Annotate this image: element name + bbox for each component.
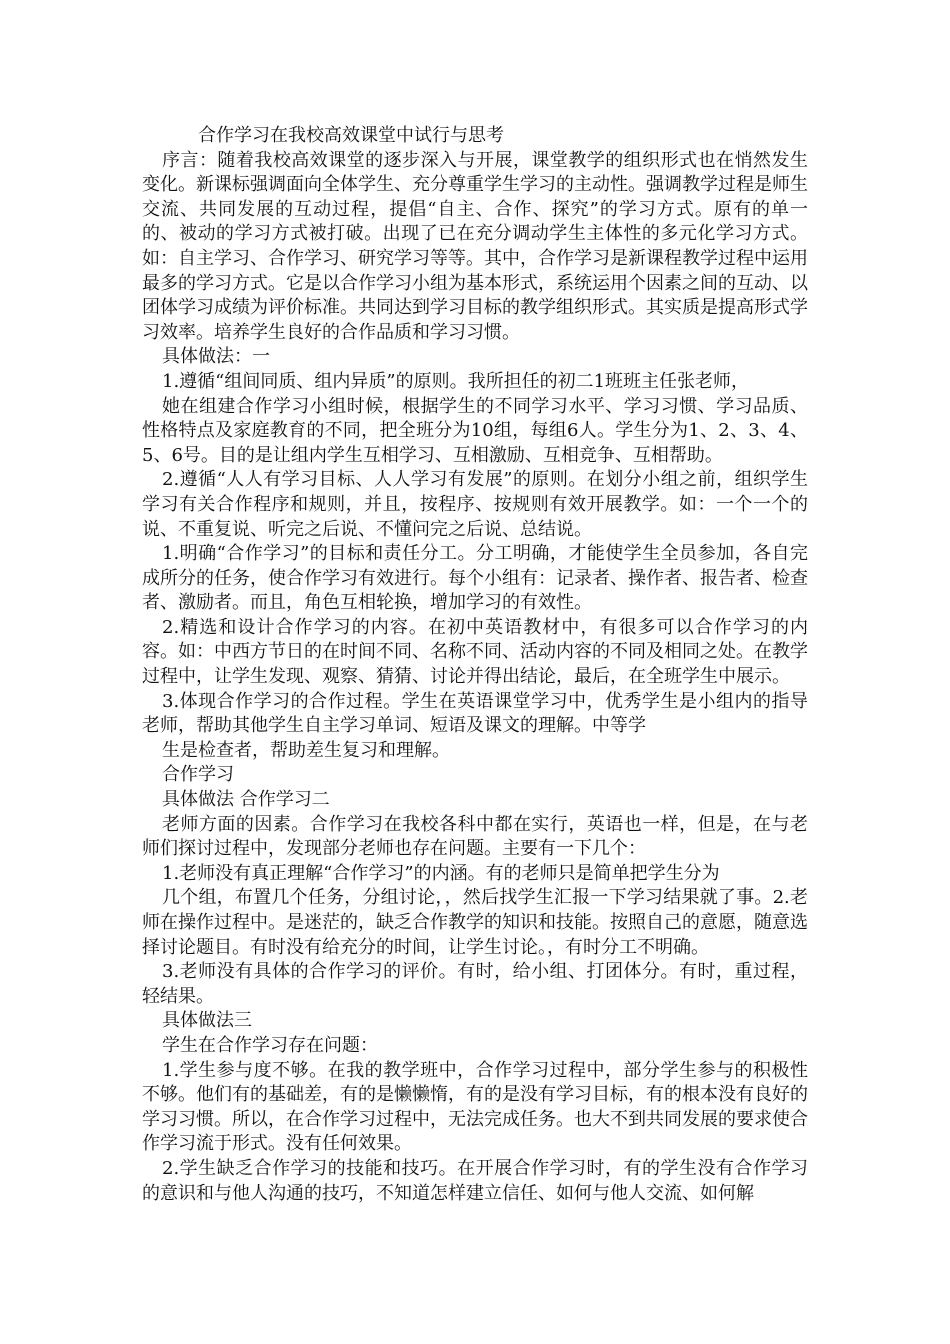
document-body xyxy=(142,124,808,1206)
student-issues-intro: 学生在合作学习存在问题： xyxy=(162,1034,378,1056)
section-label: 合作学习 xyxy=(162,764,234,786)
teacher-issue-item: 3.老师没有具体的合作学习的评价。有时，给小组、打团体分。有时，重过程，轻结果。 xyxy=(142,961,808,1007)
practice-item: 她在组建合作学习小组时候，根据学生的不同学习水平、学习习惯、学习品质、性格特点及家庭教育的不同，把全班分为10组，每组6人。学生分为1、2、3、4、5、6号。目的是让组内学生互相学习、互相激励、互相竞争、互相帮助。 xyxy=(142,395,808,466)
teacher-issue-item: 1.老师没有真正理解“合作学习”的内涵。有的老师只是简单把学生分为 xyxy=(162,862,720,884)
section-heading-one: 具体做法：一 xyxy=(162,346,270,368)
student-issue-item: 1.学生参与度不够。在我的教学班中，合作学习过程中，部分学生参与的积极性不够。他们有的基础差，有的是懒懒惰，有的是没有学习目标，有的根本没有良好的学习习惯。所以，在合作学习过程中，无法完成任务。也大不到共同发展的要求使合作学习流于形式。没有任何效果。 xyxy=(142,1059,808,1155)
student-issue-item: 2.学生缺乏合作学习的技能和技巧。在开展合作学习时，有的学生没有合作学习的意识和与他人沟通的技巧，不知道怎样建立信任、如何与他人交流、如何解 xyxy=(142,1157,808,1204)
section-heading-three: 具体做法三 xyxy=(162,1010,252,1032)
document-title: 合作学习在我校高效课堂中试行与思考 xyxy=(198,125,504,146)
practice-item: 1.明确“合作学习”的目标和责任分工。分工明确，才能使学生全员参加，各自完成所分的任务，使合作学习有效进行。每个小组有：记录者、操作者、报告者、检查者、激励者。而且，角色互相轮换，增加学习的有效性。 xyxy=(142,543,808,614)
preface-paragraph: 序言：随着我校高效课堂的逐步深入与开展，课堂教学的组织形式也在悄然发生变化。新课标强调面向全体学生、充分尊重学生学习的主动性。强调教学过程是师生交流、共同发展的互动过程，提倡“自主、合作、探究”的学习方式。原有的单一的、被动的学习方式被打破。出现了已在充分调动学生主体性的多元化学习方式。如：自主学习、合作学习、研究学习等等。其中，合作学习是新课程教学过程中运用最多的学习方式。它是以合作学习小组为基本形式，系统运用个因素之间的互动、以团体学习成绩为评价标准。共同达到学习目标的教学组织形式。其实质是提高形式学习效率。培养学生良好的合作品质和学习习惯。 xyxy=(142,149,808,343)
practice-item: 2.精选和设计合作学习的内容。在初中英语教材中，有很多可以合作学习的内容。如：中西方节日的在时间不同、名称不同、活动内容的不同及相同之处。在教学过程中，让学生发现、观察、猜猜、讨论并得出结论，最后，在全班学生中展示。 xyxy=(142,616,808,688)
teacher-factors-paragraph: 老师方面的因素。合作学习在我校各科中都在实行，英语也一样，但是，在与老师们探讨过程中，发现部分老师也存在问题。主要有一下几个： xyxy=(142,813,808,860)
teacher-issue-item: 几个组，布置几个任务，分组讨论，，然后找学生汇报一下学习结果就了事。2.老师在操作过程中。是迷茫的，缺乏合作教学的知识和技能。按照自己的意愿，随意选择讨论题目。有时没有给充分的时间，让学生讨论。，有时分工不明确。 xyxy=(142,887,808,958)
practice-item: 3.体现合作学习的合作过程。学生在英语课堂学习中，优秀学生是小组内的指导老师，帮助其他学生自主学习单词、短语及课文的理解。中等学 xyxy=(142,690,808,737)
practice-item: 2.遵循“人人有学习目标、人人学习有发展”的原则。在划分小组之前，组织学生学习有关合作程序和规则，并且，按程序、按规则有效开展教学。如：一个一个的说、不重复说、听完之后说、不懂问完之后说、总结说。 xyxy=(142,469,808,540)
practice-item: 生是检查者，帮助差生复习和理解。 xyxy=(162,739,450,761)
section-heading-two: 具体做法 合作学习二 xyxy=(162,789,330,811)
practice-item: 1.遵循“组间同质、组内异质”的原则。我所担任的初二1班班主任张老师， xyxy=(162,370,750,392)
